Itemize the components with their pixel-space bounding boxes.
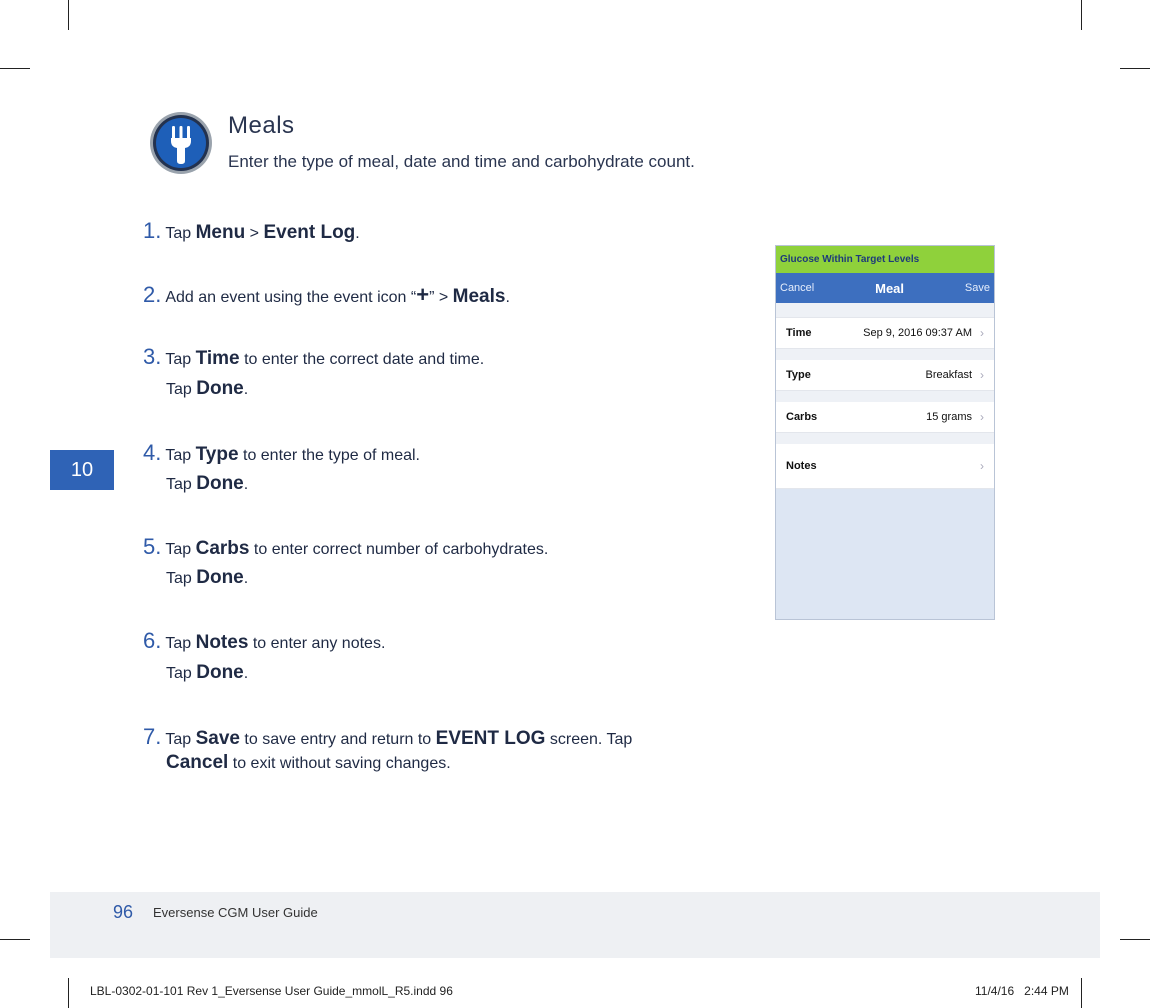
step-1: 1. Tap Menu > Event Log. [143, 218, 360, 243]
step-3-sub: Tap Done. [166, 378, 249, 399]
chevron-right-icon: › [980, 368, 984, 382]
phone-screenshot [775, 245, 995, 620]
crop-mark [0, 68, 30, 69]
plus-icon: + [416, 282, 430, 307]
guide-title: Eversense CGM User Guide [153, 905, 318, 920]
carbs-row[interactable]: Carbs 15 grams › [776, 402, 994, 433]
chevron-right-icon: › [980, 459, 984, 473]
step-5-sub: Tap Done. [166, 567, 249, 588]
chevron-right-icon: › [980, 326, 984, 340]
print-slug-date: 11/4/16 2:44 PM [975, 984, 1069, 998]
step-6: 6. Tap Notes to enter any notes. [143, 628, 386, 653]
crop-mark [68, 978, 69, 1008]
step-2: 2. Add an event using the event icon “+” > Meals. [143, 282, 510, 307]
chevron-right-icon: › [980, 410, 984, 424]
glucose-status-banner: Glucose Within Target Levels [776, 246, 994, 273]
step-7-line2: Cancel to exit without saving changes. [166, 752, 451, 773]
type-row[interactable]: Type Breakfast › [776, 360, 994, 391]
cancel-button[interactable]: Cancel [780, 282, 815, 294]
crop-mark [1120, 939, 1150, 940]
time-row[interactable]: Time Sep 9, 2016 09:37 AM › [776, 317, 994, 349]
phone-navbar [776, 273, 994, 303]
chapter-tab: 10 [50, 450, 114, 490]
print-slug-file: LBL-0302-01-101 Rev 1_Eversense User Guide_mmolL_R5.indd 96 [90, 984, 453, 998]
section-description: Enter the type of meal, date and time and carbohydrate count. [228, 152, 695, 171]
footer-band [50, 892, 1100, 958]
save-button[interactable]: Save [964, 282, 990, 294]
crop-mark [68, 0, 69, 30]
crop-mark [1081, 978, 1082, 1008]
step-4: 4. Tap Type to enter the type of meal. [143, 440, 420, 465]
step-6-sub: Tap Done. [166, 662, 249, 683]
page-title: Meals [228, 112, 295, 139]
crop-mark [1120, 68, 1150, 69]
notes-row[interactable]: Notes › [776, 444, 994, 489]
crop-mark [1081, 0, 1082, 30]
step-7: 7. Tap Save to save entry and return to EVENT LOG screen. Tap [143, 724, 633, 749]
screen-title: Meal [875, 280, 905, 296]
page-number: 96 [113, 902, 134, 922]
crop-mark [0, 939, 30, 940]
step-3: 3. Tap Time to enter the correct date and time. [143, 344, 485, 369]
fork-icon [148, 110, 214, 176]
step-5: 5. Tap Carbs to enter correct number of carbohydrates. [143, 534, 549, 559]
step-4-sub: Tap Done. [166, 473, 249, 494]
